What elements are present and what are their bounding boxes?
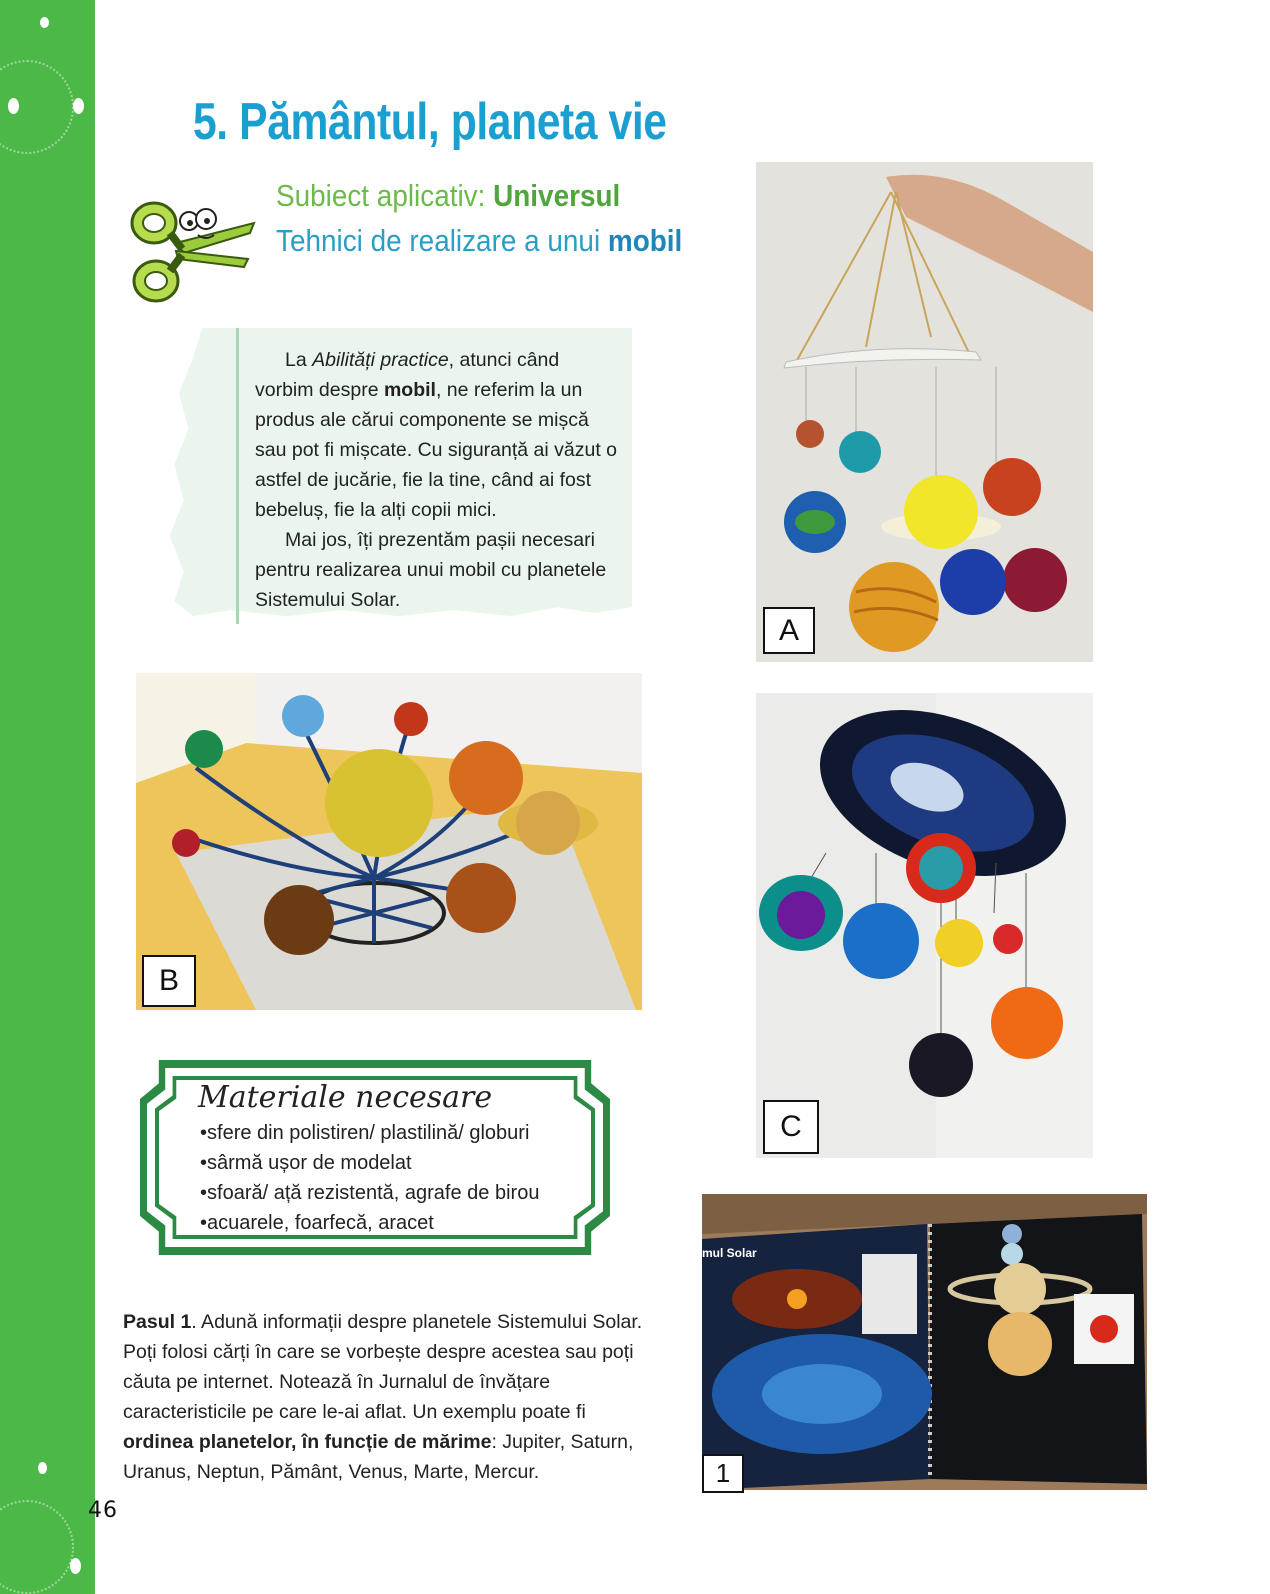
book-heading: mul Solar [702, 1246, 757, 1260]
photo-b-image [136, 673, 642, 1010]
materials-item: • sfere din polistiren/ plastilină/ globuri [200, 1118, 539, 1148]
subject-prefix: Subiect aplicativ: [276, 178, 494, 213]
photo-c-image [756, 693, 1093, 1158]
technique-line [276, 223, 682, 259]
page-title: 5. Pământul, planeta vie [193, 93, 667, 151]
sidebar-band [0, 0, 95, 1594]
photo-c [756, 693, 1093, 1158]
photo-a-image [756, 162, 1093, 662]
photo-a [756, 162, 1093, 662]
decor-dot [70, 1558, 81, 1574]
photo-b-label: B [142, 955, 196, 1007]
photo-c-label: C [763, 1100, 819, 1154]
page-number: 46 [88, 1498, 118, 1523]
photo-1-label: 1 [702, 1454, 744, 1493]
intro-paragraph-1 [255, 345, 620, 525]
materials-list [200, 1118, 539, 1238]
intro-emphasis: Abilități practice [312, 349, 449, 371]
technique-prefix: Tehnici de realizare a unui [276, 223, 608, 258]
subject-topic: Universul [493, 178, 621, 213]
decor-dot [40, 17, 49, 28]
materials-item: • acuarele, foarfecă, aracet [200, 1208, 539, 1238]
intro-text: , ne referim la un produs ale cărui componente se mișcă sau pot fi mișcate. Cu siguranță ai văzut o astfel de jucărie, fie la tine, când ai fost bebeluș, fie la alți copii mici. [255, 379, 618, 521]
subject-line [276, 178, 620, 214]
decor-dot [8, 98, 19, 114]
photo-b [136, 673, 642, 1010]
technique-topic: mobil [607, 223, 683, 258]
step-1-emphasis: ordinea planetelor, în funcție de mărime [123, 1431, 492, 1453]
step-1-label: Pasul 1 [123, 1311, 192, 1333]
materials-item: • sfoară/ ață rezistentă, agrafe de birou [200, 1178, 539, 1208]
photo-1-image [702, 1194, 1147, 1490]
intro-text: , atunci când vorbim despre [255, 349, 560, 401]
decor-ring [0, 1500, 74, 1594]
intro-text: La [285, 349, 313, 371]
intro-strong: mobil [383, 379, 436, 401]
step-1-body: . Adună informații despre planetele Sistemului Solar. Poți folosi cărți în care se vorbește despre acestea sau poți căuta pe internet. Notează în Jurnalul de învățare caracteristicile pe care le-ai aflat. Un exemplu poate fi [123, 1311, 643, 1423]
photo-1 [702, 1194, 1147, 1490]
intro-note-text [255, 345, 620, 615]
photo-a-label: A [763, 607, 815, 654]
intro-paragraph-2: Mai jos, îți prezentăm pașii necesari pentru realizarea unui mobil cu planetele Sistemului Solar. [255, 529, 607, 611]
intro-note-bar [236, 328, 239, 624]
materials-title: Materiale necesare [198, 1080, 493, 1115]
decor-dot [73, 98, 84, 114]
step-1-text [123, 1307, 643, 1487]
step-1-body-end: : Jupiter, Saturn, Uranus, Neptun, Pământ, Venus, Marte, Mercur. [123, 1431, 634, 1483]
decor-dot [38, 1462, 47, 1474]
scissors-mascot-icon [126, 193, 261, 308]
materials-item: • sârmă ușor de modelat [200, 1148, 539, 1178]
